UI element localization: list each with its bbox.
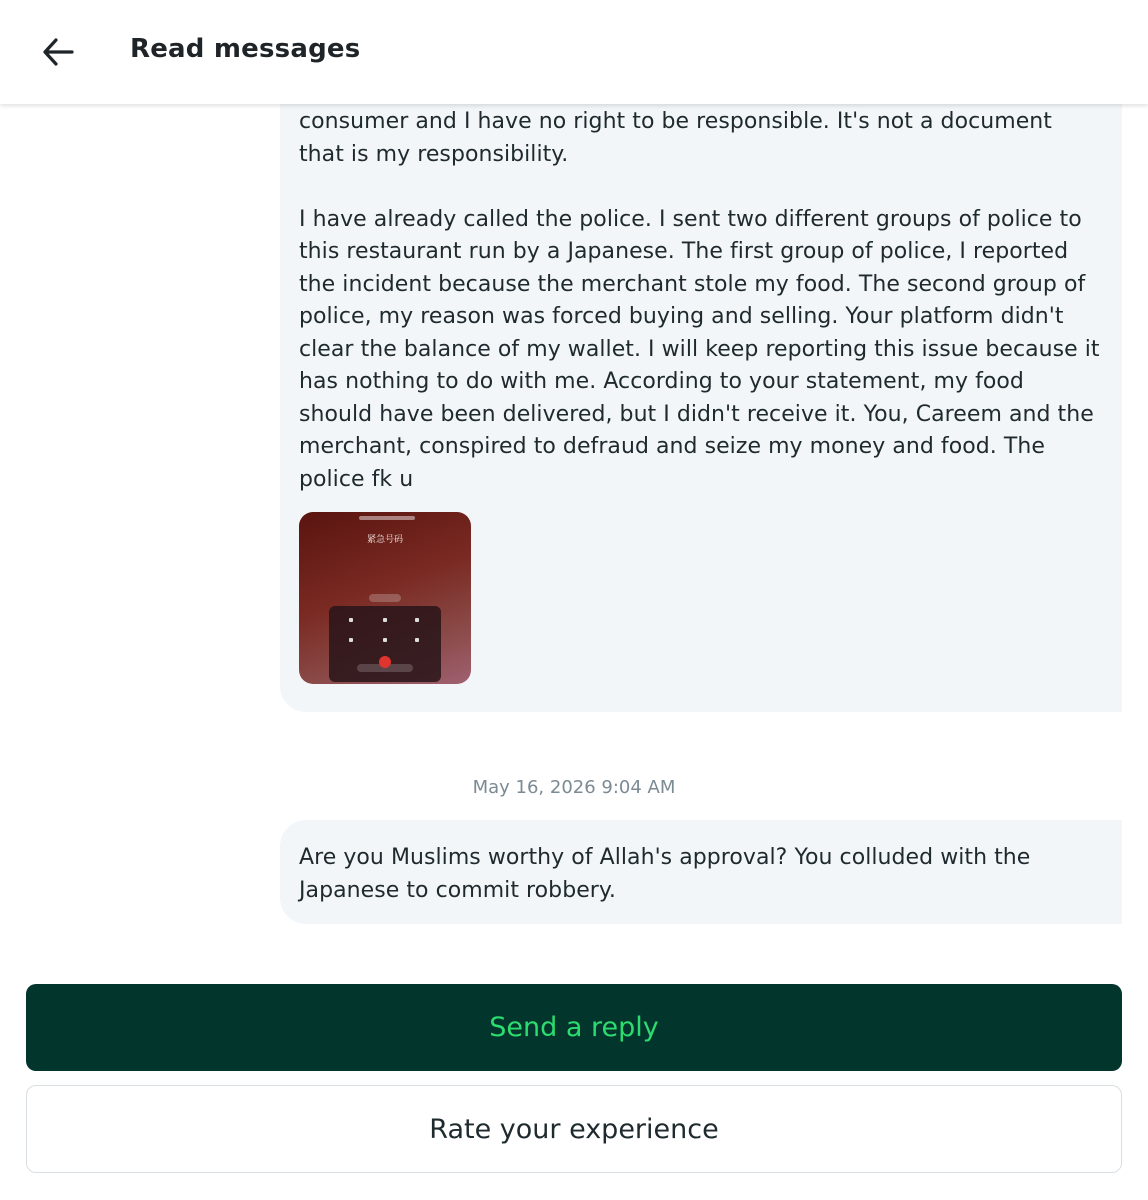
end-call-icon — [379, 656, 391, 668]
message-text: Are you Muslims worthy of Allah's approval? You colluded with the Japanese to commit robbery. — [299, 845, 1031, 903]
keypad-dot — [349, 618, 353, 622]
keypad-dot — [349, 638, 353, 642]
attachment-keypad-panel — [329, 606, 441, 682]
attachment-caption: 紧急号码 — [366, 535, 403, 545]
attachment-status-bar — [359, 516, 415, 520]
image-attachment[interactable] — [299, 512, 471, 684]
message-bubble — [280, 80, 1122, 712]
arrow-left-icon — [42, 38, 74, 66]
keypad-dot — [383, 638, 387, 642]
back-button[interactable] — [30, 26, 86, 78]
keypad-dot — [415, 618, 419, 622]
keypad-dot — [415, 638, 419, 642]
page-title: Read messages — [130, 34, 361, 64]
send-reply-button[interactable]: Send a reply — [26, 984, 1122, 1071]
rate-experience-button[interactable]: Rate your experience — [26, 1085, 1122, 1173]
message-timestamp: May 16, 2026 9:04 AM — [472, 777, 676, 798]
attachment-pill — [369, 594, 401, 602]
keypad-dot — [383, 618, 387, 622]
message-text: consumer and I have no right to be responsible. It's not a document that is my responsibility. I have already called the police. I sent two different groups of police to this restaurant run by a Japanese. The first group of police, I reported the incident because the merchant stole my food. The second group of police, my reason was forced buying and selling. Your platform didn't clear the balance of my wallet. I will keep reporting this issue because it has nothing to do with me. According to your statement, my food should have been delivered, but I didn't receive it. You, Careem and the merchant, conspired to defraud and seize my money and food. The police fk u — [299, 109, 1100, 492]
message-bubble — [280, 820, 1122, 924]
app-header — [0, 0, 1148, 104]
